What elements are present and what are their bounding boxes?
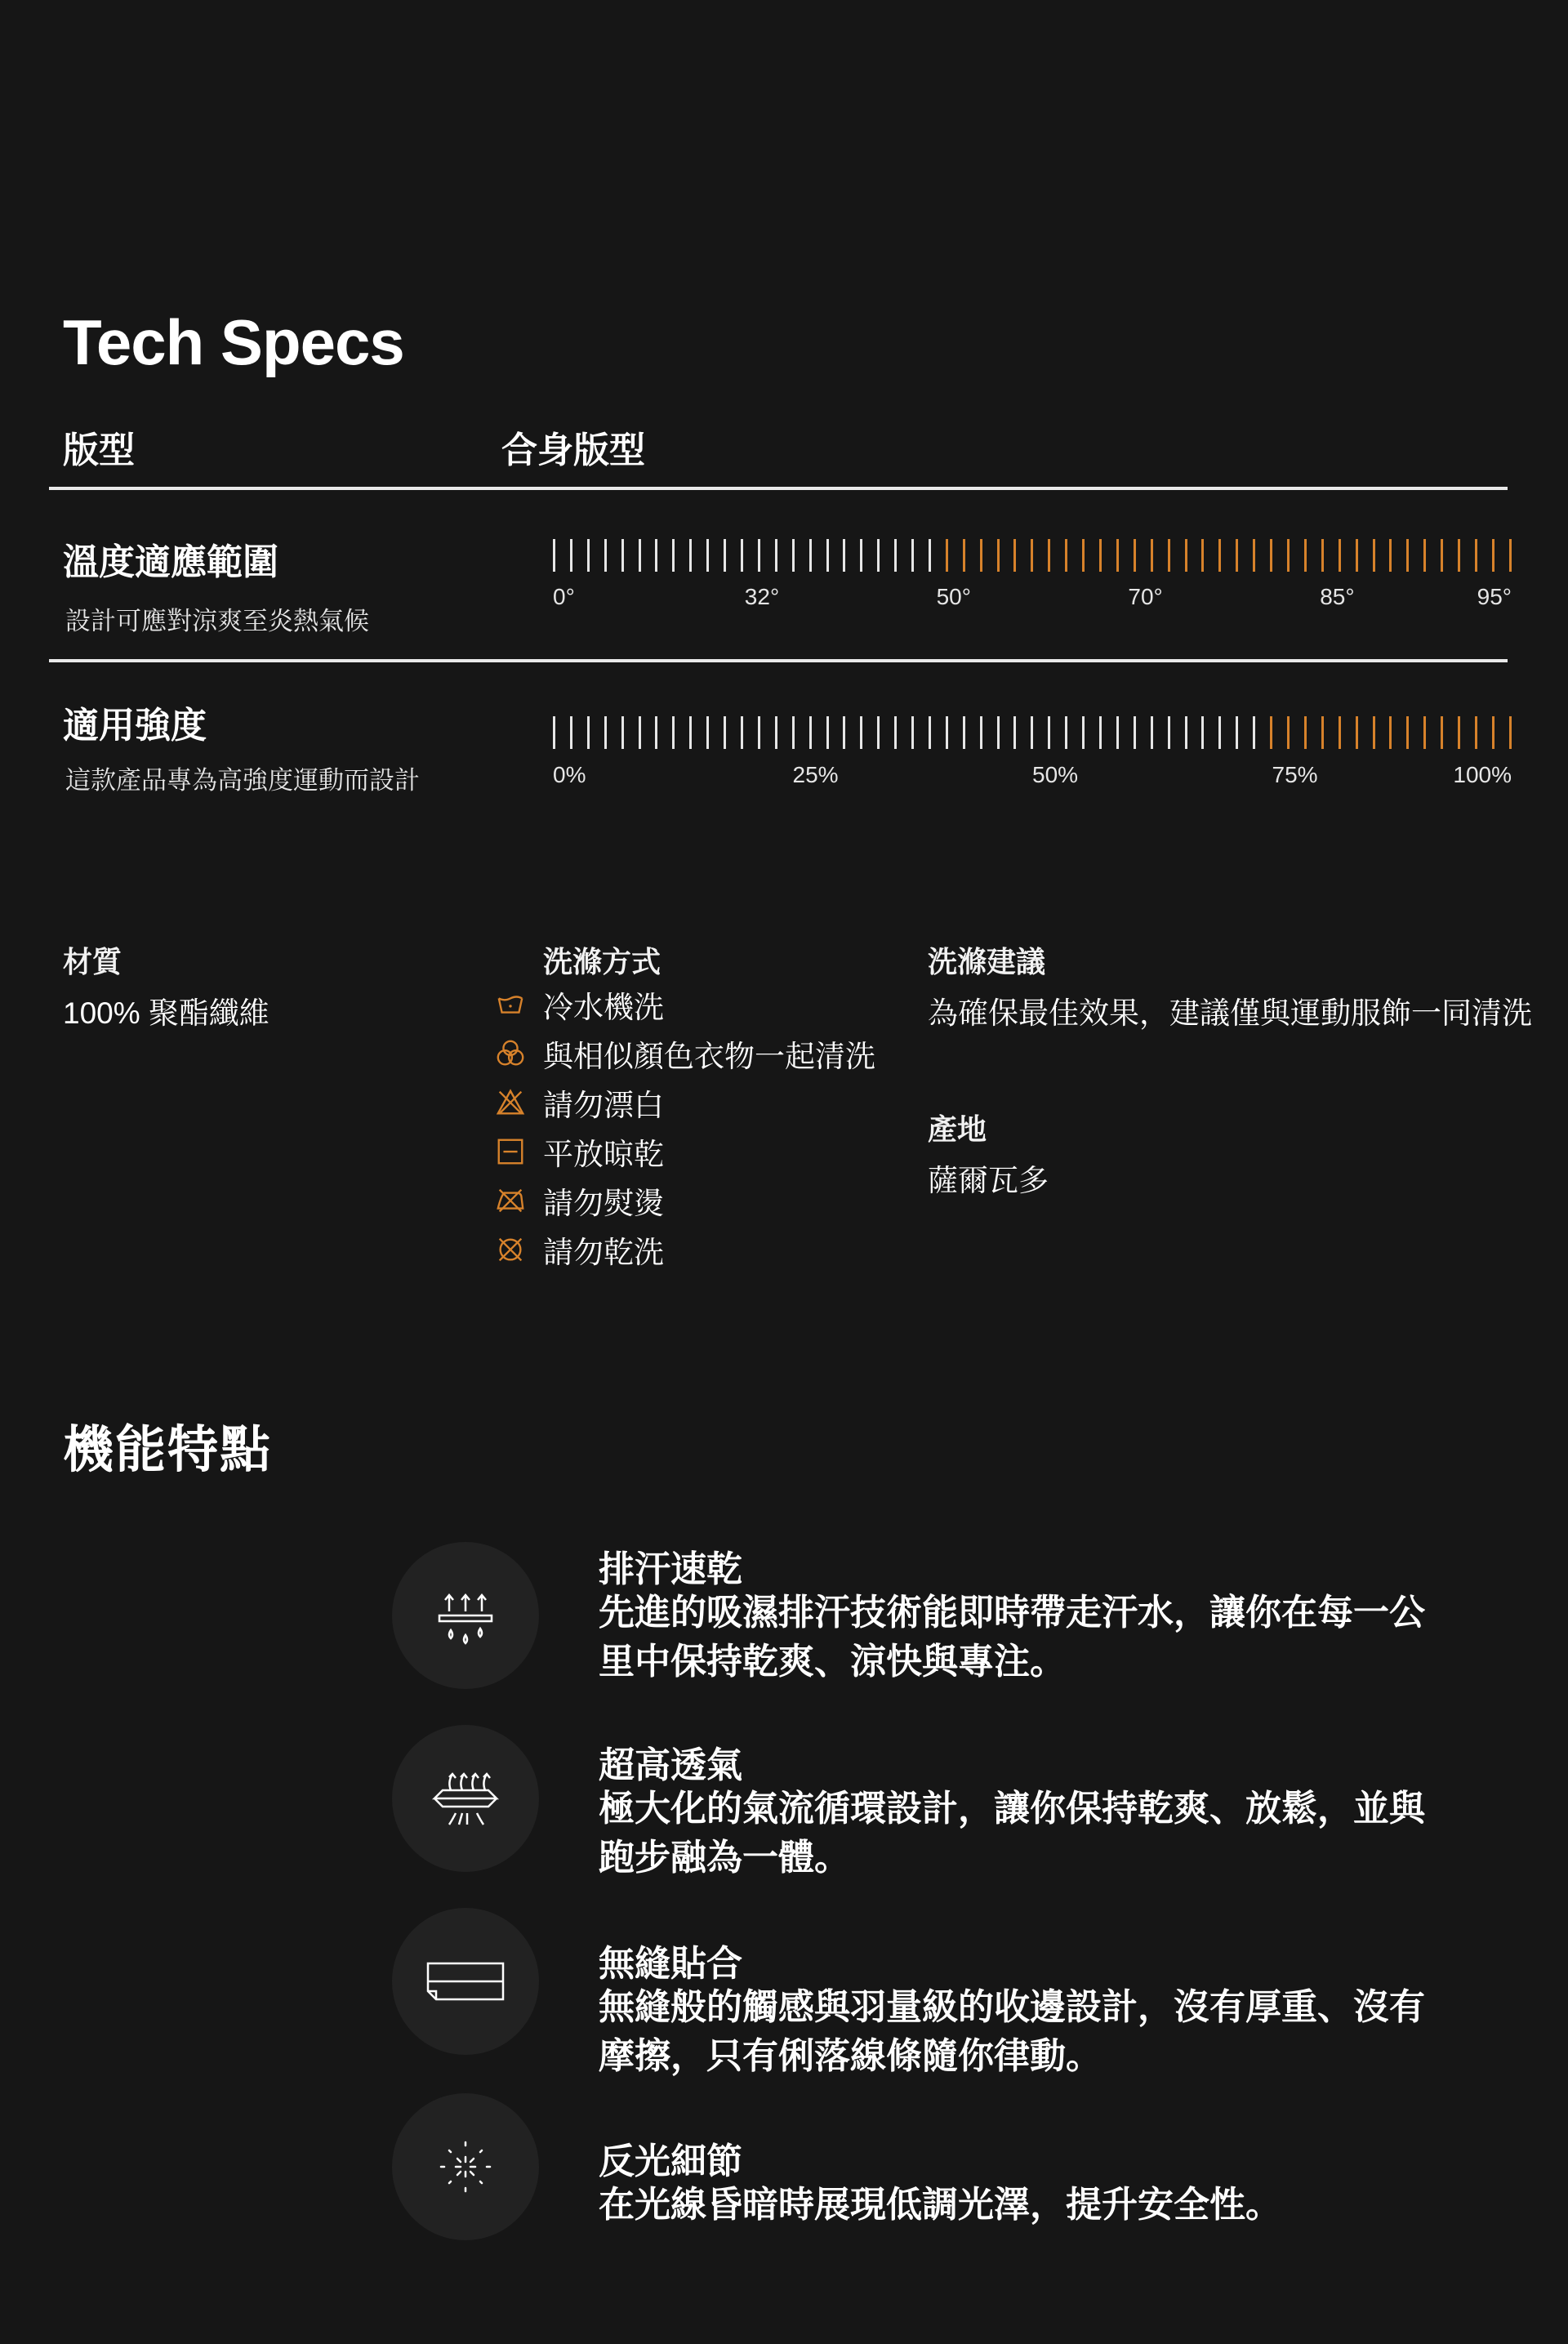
- advice-heading: 洗滌建議: [928, 945, 1046, 978]
- scale-tick: [655, 716, 657, 749]
- scale-tick: [1287, 539, 1290, 572]
- scale-tick: [741, 716, 743, 749]
- scale-tick: [1304, 539, 1307, 572]
- scale-tick: [706, 539, 709, 572]
- scale-tick: [1458, 716, 1460, 749]
- scale-tick: [1389, 539, 1392, 572]
- scale-tick-label: 100%: [1453, 762, 1512, 787]
- care-label: 請勿漂白: [543, 1089, 664, 1122]
- scale-tick: [1406, 716, 1409, 749]
- scale-tick: [809, 716, 812, 749]
- scale-tick: [894, 716, 897, 749]
- scale-tick-label: 50°: [936, 584, 971, 609]
- scale-tick: [1492, 539, 1494, 572]
- scale-tick: [1339, 539, 1341, 572]
- care-item: [494, 980, 875, 1029]
- intensity-scale-labels: [553, 762, 1512, 790]
- scale-tick: [1168, 539, 1170, 572]
- intensity-subtitle: 這款產品專為高強度運動而設計: [65, 766, 420, 795]
- scale-tick: [826, 539, 829, 572]
- scale-tick: [741, 539, 743, 572]
- scale-tick: [1201, 539, 1204, 572]
- scale-tick: [1236, 539, 1238, 572]
- intensity-scale: [553, 716, 1512, 749]
- scale-tick: [946, 539, 948, 572]
- care-heading: 洗滌方式: [543, 945, 662, 978]
- feature-description: 無縫般的觸感與羽量級的收邊設計，沒有厚重、沒有摩擦，只有俐落線條隨你律動。: [599, 1987, 1425, 2076]
- care-item: [494, 1176, 875, 1225]
- scale-tick-label: 95°: [1477, 584, 1512, 609]
- scale-tick: [672, 539, 675, 572]
- scale-tick: [911, 539, 914, 572]
- scale-tick: [1082, 539, 1085, 572]
- feature-description: 極大化的氣流循環設計，讓你保持乾爽、放鬆，並與跑步融為一體。: [599, 1789, 1425, 1878]
- scale-tick-label: 25%: [792, 762, 839, 787]
- scale-tick: [946, 716, 948, 749]
- scale-tick: [1475, 716, 1477, 749]
- scale-tick: [1048, 716, 1050, 749]
- intensity-title: 適用強度: [63, 706, 207, 746]
- scale-tick: [860, 539, 862, 572]
- dry-flat-icon: [494, 1135, 527, 1168]
- scale-tick: [792, 539, 795, 572]
- scale-tick: [809, 539, 812, 572]
- scale-tick-label: 0°: [553, 584, 575, 609]
- scale-tick: [843, 539, 845, 572]
- scale-tick-label: 50%: [1032, 762, 1079, 787]
- scale-tick: [1339, 716, 1341, 749]
- scale-tick: [621, 716, 624, 749]
- scale-tick-label: 32°: [744, 584, 780, 609]
- scale-tick: [639, 539, 641, 572]
- scale-tick: [1321, 716, 1324, 749]
- feature-description: 先進的吸濕排汗技術能即時帶走汗水，讓你在每一公里中保持乾爽、涼快與專注。: [599, 1593, 1425, 1682]
- scale-tick: [1492, 716, 1494, 749]
- scale-tick: [570, 539, 572, 572]
- scale-tick: [929, 716, 931, 749]
- care-label: 冷水機洗: [543, 991, 664, 1024]
- feature-title: 排汗速乾: [599, 1549, 742, 1589]
- scale-tick: [1406, 539, 1409, 572]
- scale-tick: [1423, 716, 1426, 749]
- scale-tick: [980, 716, 982, 749]
- no-bleach-icon: [494, 1086, 527, 1119]
- scale-tick: [1475, 539, 1477, 572]
- scale-tick: [1151, 539, 1153, 572]
- scale-tick: [877, 539, 880, 572]
- scale-tick: [1423, 539, 1426, 572]
- scale-tick: [1509, 716, 1512, 749]
- scale-tick: [570, 716, 572, 749]
- scale-tick: [775, 539, 777, 572]
- care-item: [494, 1127, 875, 1176]
- scale-tick-label: 85°: [1320, 584, 1355, 609]
- temperature-subtitle: 設計可應對涼爽至炎熱氣候: [65, 607, 369, 635]
- scale-tick: [860, 716, 862, 749]
- scale-tick: [1116, 539, 1119, 572]
- care-item: [494, 1029, 875, 1078]
- fit-label: 版型: [63, 430, 135, 470]
- scale-tick: [792, 716, 795, 749]
- scale-tick: [843, 716, 845, 749]
- care-label: 請勿乾洗: [543, 1236, 664, 1269]
- scale-tick: [1270, 716, 1272, 749]
- care-label: 與相似顏色衣物一起清洗: [543, 1040, 875, 1073]
- scale-tick-label: 70°: [1128, 584, 1163, 609]
- scale-tick: [963, 716, 965, 749]
- scale-tick: [758, 716, 760, 749]
- scale-tick: [1458, 539, 1460, 572]
- scale-tick: [911, 716, 914, 749]
- scale-tick: [655, 539, 657, 572]
- care-list: [494, 980, 875, 1274]
- scale-tick: [1509, 539, 1512, 572]
- care-label: 請勿熨燙: [543, 1187, 664, 1220]
- scale-tick: [1065, 539, 1067, 572]
- scale-tick: [587, 716, 590, 749]
- scale-tick: [1134, 716, 1136, 749]
- scale-tick: [826, 716, 829, 749]
- scale-tick: [621, 539, 624, 572]
- care-item: [494, 1225, 875, 1274]
- fit-value: 合身版型: [501, 430, 645, 470]
- origin-heading: 產地: [928, 1112, 987, 1146]
- scale-tick: [1185, 716, 1187, 749]
- no-dry-clean-icon: [494, 1233, 527, 1266]
- divider: [49, 659, 1508, 662]
- material-value: 100% 聚酯纖維: [63, 996, 270, 1030]
- scale-tick: [1031, 716, 1033, 749]
- scale-tick: [877, 716, 880, 749]
- scale-tick: [1321, 539, 1324, 572]
- scale-tick: [1082, 716, 1085, 749]
- scale-tick: [758, 539, 760, 572]
- scale-tick: [997, 716, 1000, 749]
- temperature-title: 溫度適應範圍: [63, 542, 278, 582]
- scale-tick: [1441, 716, 1443, 749]
- sweat-wicking-icon: [392, 1542, 539, 1689]
- scale-tick: [1218, 716, 1221, 749]
- scale-tick: [997, 539, 1000, 572]
- scale-tick: [1099, 539, 1102, 572]
- no-iron-icon: [494, 1184, 527, 1217]
- scale-tick: [724, 539, 726, 572]
- scale-tick: [1013, 539, 1016, 572]
- scale-tick: [1389, 716, 1392, 749]
- scale-tick: [1099, 716, 1102, 749]
- feature-title: 反光細節: [599, 2141, 742, 2181]
- scale-tick: [1253, 716, 1255, 749]
- divider: [49, 487, 1508, 490]
- scale-tick: [724, 716, 726, 749]
- scale-tick: [1373, 539, 1375, 572]
- feature-description: 在光線昏暗時展現低調光澤，提升安全性。: [599, 2185, 1281, 2225]
- scale-tick: [1134, 539, 1136, 572]
- scale-tick: [1031, 539, 1033, 572]
- scale-tick: [1168, 716, 1170, 749]
- scale-tick: [1356, 539, 1358, 572]
- scale-tick: [587, 539, 590, 572]
- scale-tick: [1304, 716, 1307, 749]
- scale-tick: [894, 539, 897, 572]
- scale-tick: [672, 716, 675, 749]
- scale-tick: [1048, 539, 1050, 572]
- scale-tick: [1065, 716, 1067, 749]
- origin-value: 薩爾瓦多: [928, 1164, 1049, 1197]
- features-title: 機能特點: [63, 1422, 273, 1478]
- seamless-icon: [392, 1908, 539, 2055]
- scale-tick: [689, 716, 692, 749]
- care-item: [494, 1078, 875, 1127]
- advice-value: 為確保最佳效果，建議僅與運動服飾一同清洗: [928, 996, 1532, 1030]
- cold-wash-icon: [494, 988, 527, 1021]
- scale-tick: [1287, 716, 1290, 749]
- page-title: Tech Specs: [63, 306, 404, 378]
- scale-tick: [1236, 716, 1238, 749]
- scale-tick: [553, 539, 555, 572]
- scale-tick: [775, 716, 777, 749]
- scale-tick: [639, 716, 641, 749]
- feature-title: 無縫貼合: [599, 1944, 742, 1984]
- scale-tick: [689, 539, 692, 572]
- breathable-icon: [392, 1725, 539, 1872]
- scale-tick: [1356, 716, 1358, 749]
- scale-tick: [929, 539, 931, 572]
- scale-tick: [1373, 716, 1375, 749]
- scale-tick: [1441, 539, 1443, 572]
- scale-tick: [604, 716, 607, 749]
- scale-tick: [1218, 539, 1221, 572]
- scale-tick: [1116, 716, 1119, 749]
- scale-tick: [963, 539, 965, 572]
- scale-tick: [980, 539, 982, 572]
- similar-colors-icon: [494, 1037, 527, 1070]
- scale-tick: [1270, 539, 1272, 572]
- scale-tick-label: 0%: [553, 762, 586, 787]
- temperature-scale-labels: [553, 584, 1512, 612]
- scale-tick: [1201, 716, 1204, 749]
- feature-title: 超高透氣: [599, 1745, 742, 1785]
- scale-tick: [604, 539, 607, 572]
- scale-tick: [1185, 539, 1187, 572]
- scale-tick: [1253, 539, 1255, 572]
- temperature-scale: [553, 539, 1512, 572]
- scale-tick: [553, 716, 555, 749]
- care-label: 平放晾乾: [543, 1138, 664, 1171]
- scale-tick: [1013, 716, 1016, 749]
- reflective-icon: [392, 2093, 539, 2240]
- scale-tick-label: 75%: [1272, 762, 1318, 787]
- material-heading: 材質: [63, 945, 122, 978]
- scale-tick: [1151, 716, 1153, 749]
- scale-tick: [706, 716, 709, 749]
